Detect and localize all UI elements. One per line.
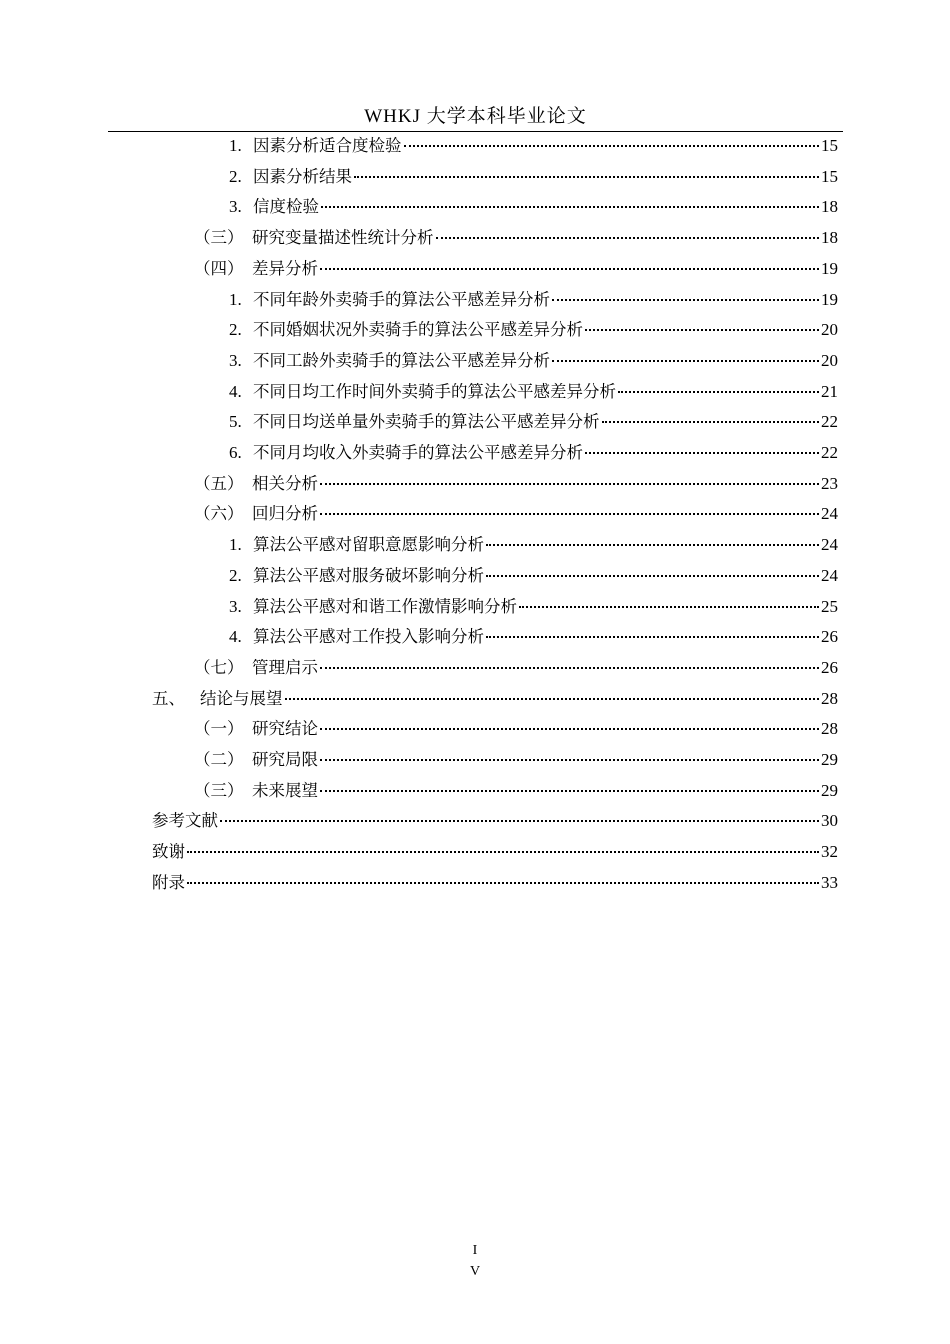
toc-entry-title: 参考文献 bbox=[152, 811, 218, 831]
toc-entry-number: 4. bbox=[229, 627, 242, 647]
toc-entry-page: 25 bbox=[821, 596, 838, 616]
toc-dot-leader bbox=[320, 758, 819, 761]
toc-entry-page: 19 bbox=[821, 258, 838, 278]
toc-entry-number: 五、 bbox=[152, 688, 185, 708]
toc-entry[interactable] bbox=[194, 653, 838, 683]
toc-dot-leader bbox=[585, 328, 819, 331]
toc-entry-number: 1. bbox=[229, 289, 242, 309]
toc-entry[interactable] bbox=[194, 776, 838, 806]
toc-entry-number: 1. bbox=[229, 535, 242, 555]
toc-entry[interactable] bbox=[229, 377, 838, 407]
toc-dot-leader bbox=[618, 390, 819, 393]
page-number-line-2: V bbox=[469, 1264, 481, 1279]
toc-dot-leader bbox=[220, 819, 819, 822]
toc-entry-page: 26 bbox=[821, 657, 838, 677]
toc-dot-leader bbox=[354, 175, 819, 178]
toc-entry[interactable] bbox=[229, 561, 838, 591]
running-header: WHKJ 大学本科毕业论文 bbox=[364, 106, 587, 127]
toc-entry-number: （三） bbox=[194, 228, 244, 248]
toc-entry[interactable] bbox=[152, 837, 838, 867]
toc-entry-page: 22 bbox=[821, 412, 838, 432]
toc-entry-number: 1. bbox=[229, 136, 242, 155]
toc-entry[interactable] bbox=[194, 499, 838, 529]
toc-entry-title: 致谢 bbox=[152, 842, 185, 862]
toc-entry-title: 研究结论 bbox=[252, 719, 318, 739]
toc-entry[interactable] bbox=[194, 714, 838, 744]
toc-entry[interactable] bbox=[229, 131, 838, 161]
toc-dot-leader bbox=[404, 144, 820, 147]
toc-entry-page: 24 bbox=[821, 504, 838, 524]
toc-entry-title: 因素分析结果 bbox=[253, 166, 352, 186]
toc-entry-number: （一） bbox=[194, 719, 244, 739]
toc-entry[interactable] bbox=[229, 622, 838, 652]
toc-entry[interactable] bbox=[152, 684, 838, 714]
toc-dot-leader bbox=[187, 881, 819, 884]
toc-dot-leader bbox=[320, 512, 819, 515]
toc-entry-number: 4. bbox=[229, 381, 242, 401]
toc-entry-title: 研究变量描述性统计分析 bbox=[252, 228, 434, 248]
toc-entry-page: 23 bbox=[821, 473, 838, 493]
toc-dot-leader bbox=[519, 605, 819, 608]
toc-entry-page: 24 bbox=[821, 535, 838, 555]
toc-entry[interactable] bbox=[229, 530, 838, 560]
toc-dot-leader bbox=[486, 543, 819, 546]
toc-entry[interactable] bbox=[229, 285, 838, 315]
toc-dot-leader bbox=[602, 420, 820, 423]
toc-dot-leader bbox=[187, 850, 819, 853]
toc-entry-page: 24 bbox=[821, 565, 838, 585]
toc-entry-title: 算法公平感对服务破坏影响分析 bbox=[253, 565, 484, 585]
toc-dot-leader bbox=[552, 359, 819, 362]
toc-entry-page: 20 bbox=[821, 320, 838, 340]
toc-entry[interactable] bbox=[194, 223, 838, 253]
toc-entry-title: 差异分析 bbox=[252, 258, 318, 278]
toc-entry-page: 19 bbox=[821, 289, 838, 309]
toc-entry-page: 29 bbox=[821, 780, 838, 800]
toc-entry-page: 26 bbox=[821, 627, 838, 647]
toc-entry-title: 回归分析 bbox=[252, 504, 318, 524]
toc-entry-page: 18 bbox=[821, 197, 838, 217]
toc-entry-title: 不同工龄外卖骑手的算法公平感差异分析 bbox=[253, 350, 550, 370]
toc-entry-number: （七） bbox=[194, 657, 244, 677]
toc-entry-title: 因素分析适合度检验 bbox=[253, 136, 402, 155]
toc-entry[interactable] bbox=[152, 868, 838, 898]
toc-entry-number: 2. bbox=[229, 320, 242, 340]
toc-entry-title: 不同年龄外卖骑手的算法公平感差异分析 bbox=[253, 289, 550, 309]
toc-dot-leader bbox=[585, 451, 819, 454]
toc-entry-page: 28 bbox=[821, 719, 838, 739]
toc-entry-title: 信度检验 bbox=[253, 197, 319, 217]
toc-entry-title: 算法公平感对和谐工作激情影响分析 bbox=[253, 596, 517, 616]
toc-dot-leader bbox=[436, 236, 820, 239]
toc-entry-title: 不同日均送单量外卖骑手的算法公平感差异分析 bbox=[253, 412, 600, 432]
toc-entry-page: 29 bbox=[821, 750, 838, 769]
toc-entry-number: 3. bbox=[229, 197, 242, 217]
toc-entry-page: 28 bbox=[821, 688, 838, 708]
toc-dot-leader bbox=[320, 482, 819, 485]
toc-entry-page: 20 bbox=[821, 350, 838, 370]
toc-entry[interactable] bbox=[194, 254, 838, 284]
toc-entry-number: 3. bbox=[229, 350, 242, 370]
toc-entry-number: 6. bbox=[229, 443, 242, 462]
toc-dot-leader bbox=[321, 205, 819, 208]
toc-entry-title: 算法公平感对留职意愿影响分析 bbox=[253, 535, 484, 555]
toc-entry-title: 未来展望 bbox=[252, 780, 318, 800]
toc-entry[interactable] bbox=[229, 438, 838, 468]
toc-entry-page: 15 bbox=[821, 136, 838, 155]
toc-entry-page: 15 bbox=[821, 166, 838, 186]
toc-entry-number: 2. bbox=[229, 166, 242, 186]
toc-entry-title: 不同婚姻状况外卖骑手的算法公平感差异分析 bbox=[253, 320, 583, 340]
toc-entry[interactable] bbox=[229, 192, 838, 222]
toc-entry-title: 不同月均收入外卖骑手的算法公平感差异分析 bbox=[253, 443, 583, 462]
toc-entry-page: 32 bbox=[821, 842, 838, 862]
page-number-line-1: I bbox=[472, 1243, 478, 1258]
toc-entry-page: 21 bbox=[821, 381, 838, 401]
toc-entry[interactable] bbox=[229, 346, 838, 376]
toc-entry-number: （三） bbox=[194, 780, 244, 800]
toc-entry-title: 附录 bbox=[152, 872, 185, 892]
toc-dot-leader bbox=[552, 298, 819, 301]
toc-entry[interactable] bbox=[229, 407, 838, 437]
toc-entry-number: 5. bbox=[229, 412, 242, 432]
toc-entry-page: 18 bbox=[821, 228, 838, 248]
toc-entry-number: （五） bbox=[194, 473, 244, 493]
toc-entry-number: （四） bbox=[194, 258, 244, 278]
toc-entry-title: 不同日均工作时间外卖骑手的算法公平感差异分析 bbox=[253, 381, 616, 401]
toc-dot-leader bbox=[320, 727, 819, 730]
toc-entry[interactable] bbox=[152, 806, 838, 836]
toc-entry-page: 33 bbox=[821, 872, 838, 892]
toc-entry-title: 研究局限 bbox=[252, 750, 318, 769]
toc-entry-title: 结论与展望 bbox=[200, 688, 283, 708]
toc-entry[interactable] bbox=[229, 315, 838, 345]
toc-entry-title: 管理启示 bbox=[252, 657, 318, 677]
toc-entry[interactable] bbox=[194, 469, 838, 499]
toc-entry-title: 相关分析 bbox=[252, 473, 318, 493]
toc-entry-number: 2. bbox=[229, 565, 242, 585]
toc-dot-leader bbox=[320, 267, 819, 270]
toc-entry[interactable] bbox=[229, 162, 838, 192]
toc-entry-title: 算法公平感对工作投入影响分析 bbox=[253, 627, 484, 647]
toc-entry-number: （二） bbox=[194, 750, 244, 769]
toc-dot-leader bbox=[486, 635, 819, 638]
toc-dot-leader bbox=[486, 574, 819, 577]
toc-entry-page: 22 bbox=[821, 443, 838, 462]
toc-dot-leader bbox=[320, 789, 819, 792]
toc-entry-number: 3. bbox=[229, 596, 242, 616]
toc-entry[interactable] bbox=[194, 745, 838, 775]
toc-entry[interactable] bbox=[229, 592, 838, 622]
toc-dot-leader bbox=[285, 697, 820, 700]
toc-entry-page: 30 bbox=[821, 811, 838, 831]
toc-dot-leader bbox=[320, 666, 819, 669]
toc-entry-number: （六） bbox=[194, 504, 244, 524]
